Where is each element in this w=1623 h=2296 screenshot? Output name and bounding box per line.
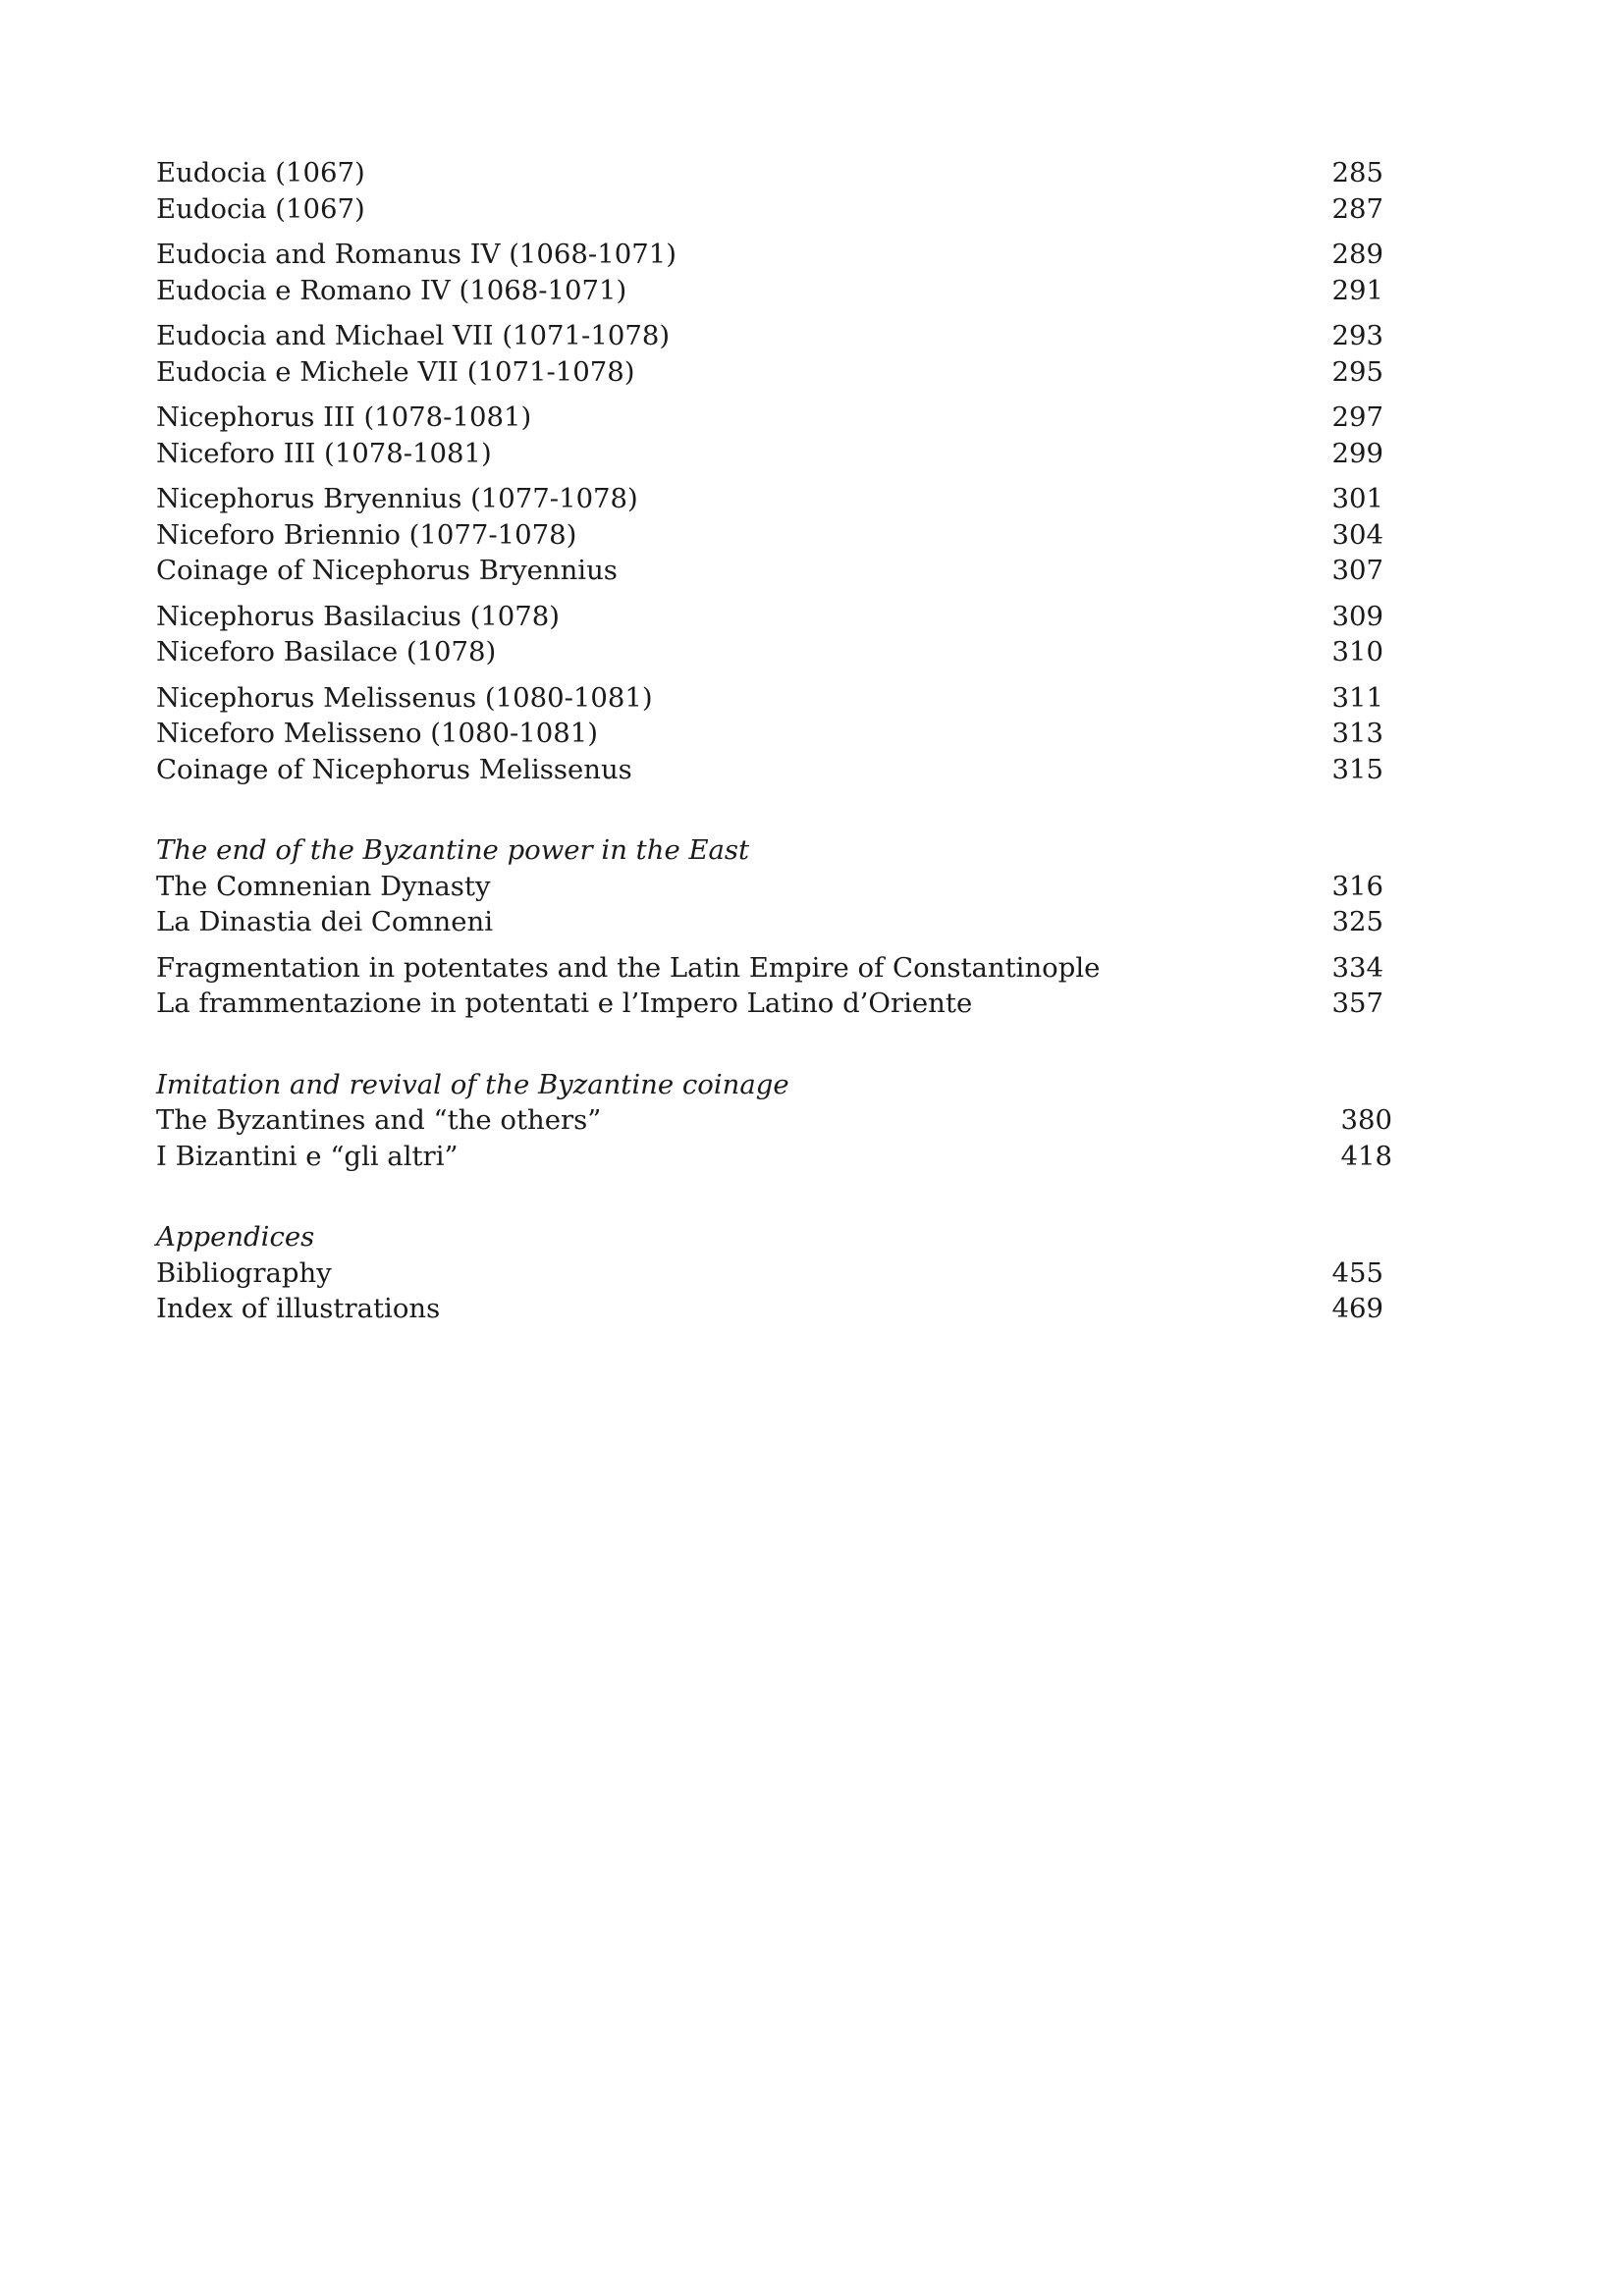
toc-entry-page: 357 [1331, 988, 1383, 1019]
toc-entry-title: Index of illustrations [156, 1293, 441, 1324]
toc-entry-page: 307 [1331, 555, 1383, 586]
toc-entry [156, 436, 1383, 472]
toc-group [156, 599, 1383, 670]
section-heading: Imitation and revival of the Byzantine coinage [156, 1068, 789, 1100]
toc-entry [156, 400, 1383, 436]
toc-section [156, 1219, 1383, 1327]
toc-entry [156, 354, 1383, 391]
toc-entry-title: Niceforo Basilace (1078) [156, 636, 497, 667]
toc-entry-page: 325 [1331, 906, 1383, 937]
toc-entry-title: Bibliography [156, 1256, 332, 1289]
toc-entry-title: Niceforo Melisseno (1080-1081) [156, 718, 598, 749]
toc-entry-page: 310 [1331, 636, 1383, 667]
toc-entry-title: Eudocia e Michele VII (1071-1078) [156, 355, 635, 388]
toc-entry [156, 634, 1383, 670]
toc-entry-page: 304 [1331, 518, 1383, 551]
toc-entry-title: Nicephorus Melissenus (1080-1081) [156, 681, 653, 714]
toc-entry [156, 191, 1383, 228]
toc-entry-page: 293 [1331, 320, 1383, 351]
section-heading: Appendices [156, 1221, 315, 1253]
toc-entry [156, 553, 1383, 589]
toc-entry-title: Eudocia and Michael VII (1071-1078) [156, 320, 671, 351]
toc-entry-title: Niceforo Briennio (1077-1078) [156, 518, 577, 551]
toc-entry [156, 1102, 1392, 1139]
toc-entry-page: 316 [1331, 870, 1383, 902]
toc-entry [156, 904, 1383, 940]
toc-entry-page: 334 [1331, 951, 1383, 984]
toc-entry [156, 481, 1383, 517]
toc-entry-title: Nicephorus III (1078-1081) [156, 401, 532, 433]
toc-entry [156, 273, 1383, 309]
toc-group [156, 869, 1383, 940]
toc-entry-page: 287 [1331, 192, 1383, 225]
toc-entry-page: 285 [1331, 157, 1383, 188]
toc-entry-page: 295 [1331, 355, 1383, 388]
toc-entry [156, 155, 1383, 191]
toc-group [156, 680, 1383, 788]
toc-entry-title: Coinage of Nicephorus Melissenus [156, 753, 632, 785]
toc-entry [156, 318, 1383, 354]
toc-entry-page: 299 [1331, 437, 1383, 469]
toc-entry-title: Nicephorus Basilacius (1078) [156, 600, 561, 632]
toc-group [156, 400, 1383, 471]
toc-group [156, 155, 1383, 227]
toc-entry-title: Eudocia e Romano IV (1068-1071) [156, 274, 627, 306]
toc-entry-page: 291 [1331, 274, 1383, 306]
toc-entry-page: 301 [1331, 483, 1383, 514]
toc-entry-page: 380 [1340, 1104, 1392, 1136]
toc-entry-title: Eudocia (1067) [156, 157, 365, 188]
toc-entry-page: 455 [1331, 1256, 1383, 1289]
toc-entry-title: La frammentazione in potentati e l’Impero Latino d’Oriente [156, 988, 973, 1019]
toc-group [156, 237, 1383, 308]
toc-group [156, 1102, 1392, 1174]
toc-entry [156, 599, 1383, 635]
toc-entry [156, 1255, 1383, 1292]
toc-entry [156, 1139, 1392, 1175]
toc-entry-title: I Bizantini e “gli altri” [156, 1140, 459, 1172]
toc-entry-page: 289 [1331, 239, 1383, 270]
toc-section [156, 1067, 1392, 1175]
toc-section [156, 832, 1383, 1022]
toc-entry [156, 986, 1383, 1022]
toc-entry [156, 950, 1383, 987]
toc-entry [156, 517, 1383, 554]
toc-entry-page: 315 [1331, 753, 1383, 785]
section-heading: The end of the Byzantine power in the East [156, 834, 750, 866]
toc-entry-page: 418 [1340, 1140, 1392, 1172]
toc-entry-title: Niceforo III (1078-1081) [156, 437, 492, 469]
toc-entry [156, 869, 1383, 905]
toc-entry-title: Nicephorus Bryennius (1077-1078) [156, 483, 638, 514]
table-of-contents [156, 155, 1392, 1337]
toc-group [156, 950, 1383, 1022]
toc-group [156, 481, 1383, 589]
toc-entry [156, 716, 1383, 752]
toc-entry-title: Coinage of Nicephorus Bryennius [156, 555, 618, 586]
toc-entry [156, 752, 1383, 788]
toc-entry-page: 313 [1331, 718, 1383, 749]
toc-entry [156, 237, 1383, 273]
toc-entry-title: La Dinastia dei Comneni [156, 906, 494, 937]
toc-entry-title: The Byzantines and “the others” [156, 1104, 602, 1136]
toc-entry-title: Eudocia (1067) [156, 192, 365, 225]
toc-entry-page: 309 [1331, 600, 1383, 632]
toc-entry [156, 1291, 1383, 1327]
toc-entry-page: 311 [1331, 681, 1383, 714]
toc-entry-page: 297 [1331, 401, 1383, 433]
toc-entry-page: 469 [1331, 1293, 1383, 1324]
toc-entry-title: Eudocia and Romanus IV (1068-1071) [156, 239, 676, 270]
toc-entry-title: Fragmentation in potentates and the Latin Empire of Constantinople [156, 951, 1101, 984]
toc-group [156, 318, 1383, 390]
toc-group [156, 1255, 1383, 1327]
toc-entry-title: The Comnenian Dynasty [156, 870, 491, 902]
toc-entry [156, 680, 1383, 717]
